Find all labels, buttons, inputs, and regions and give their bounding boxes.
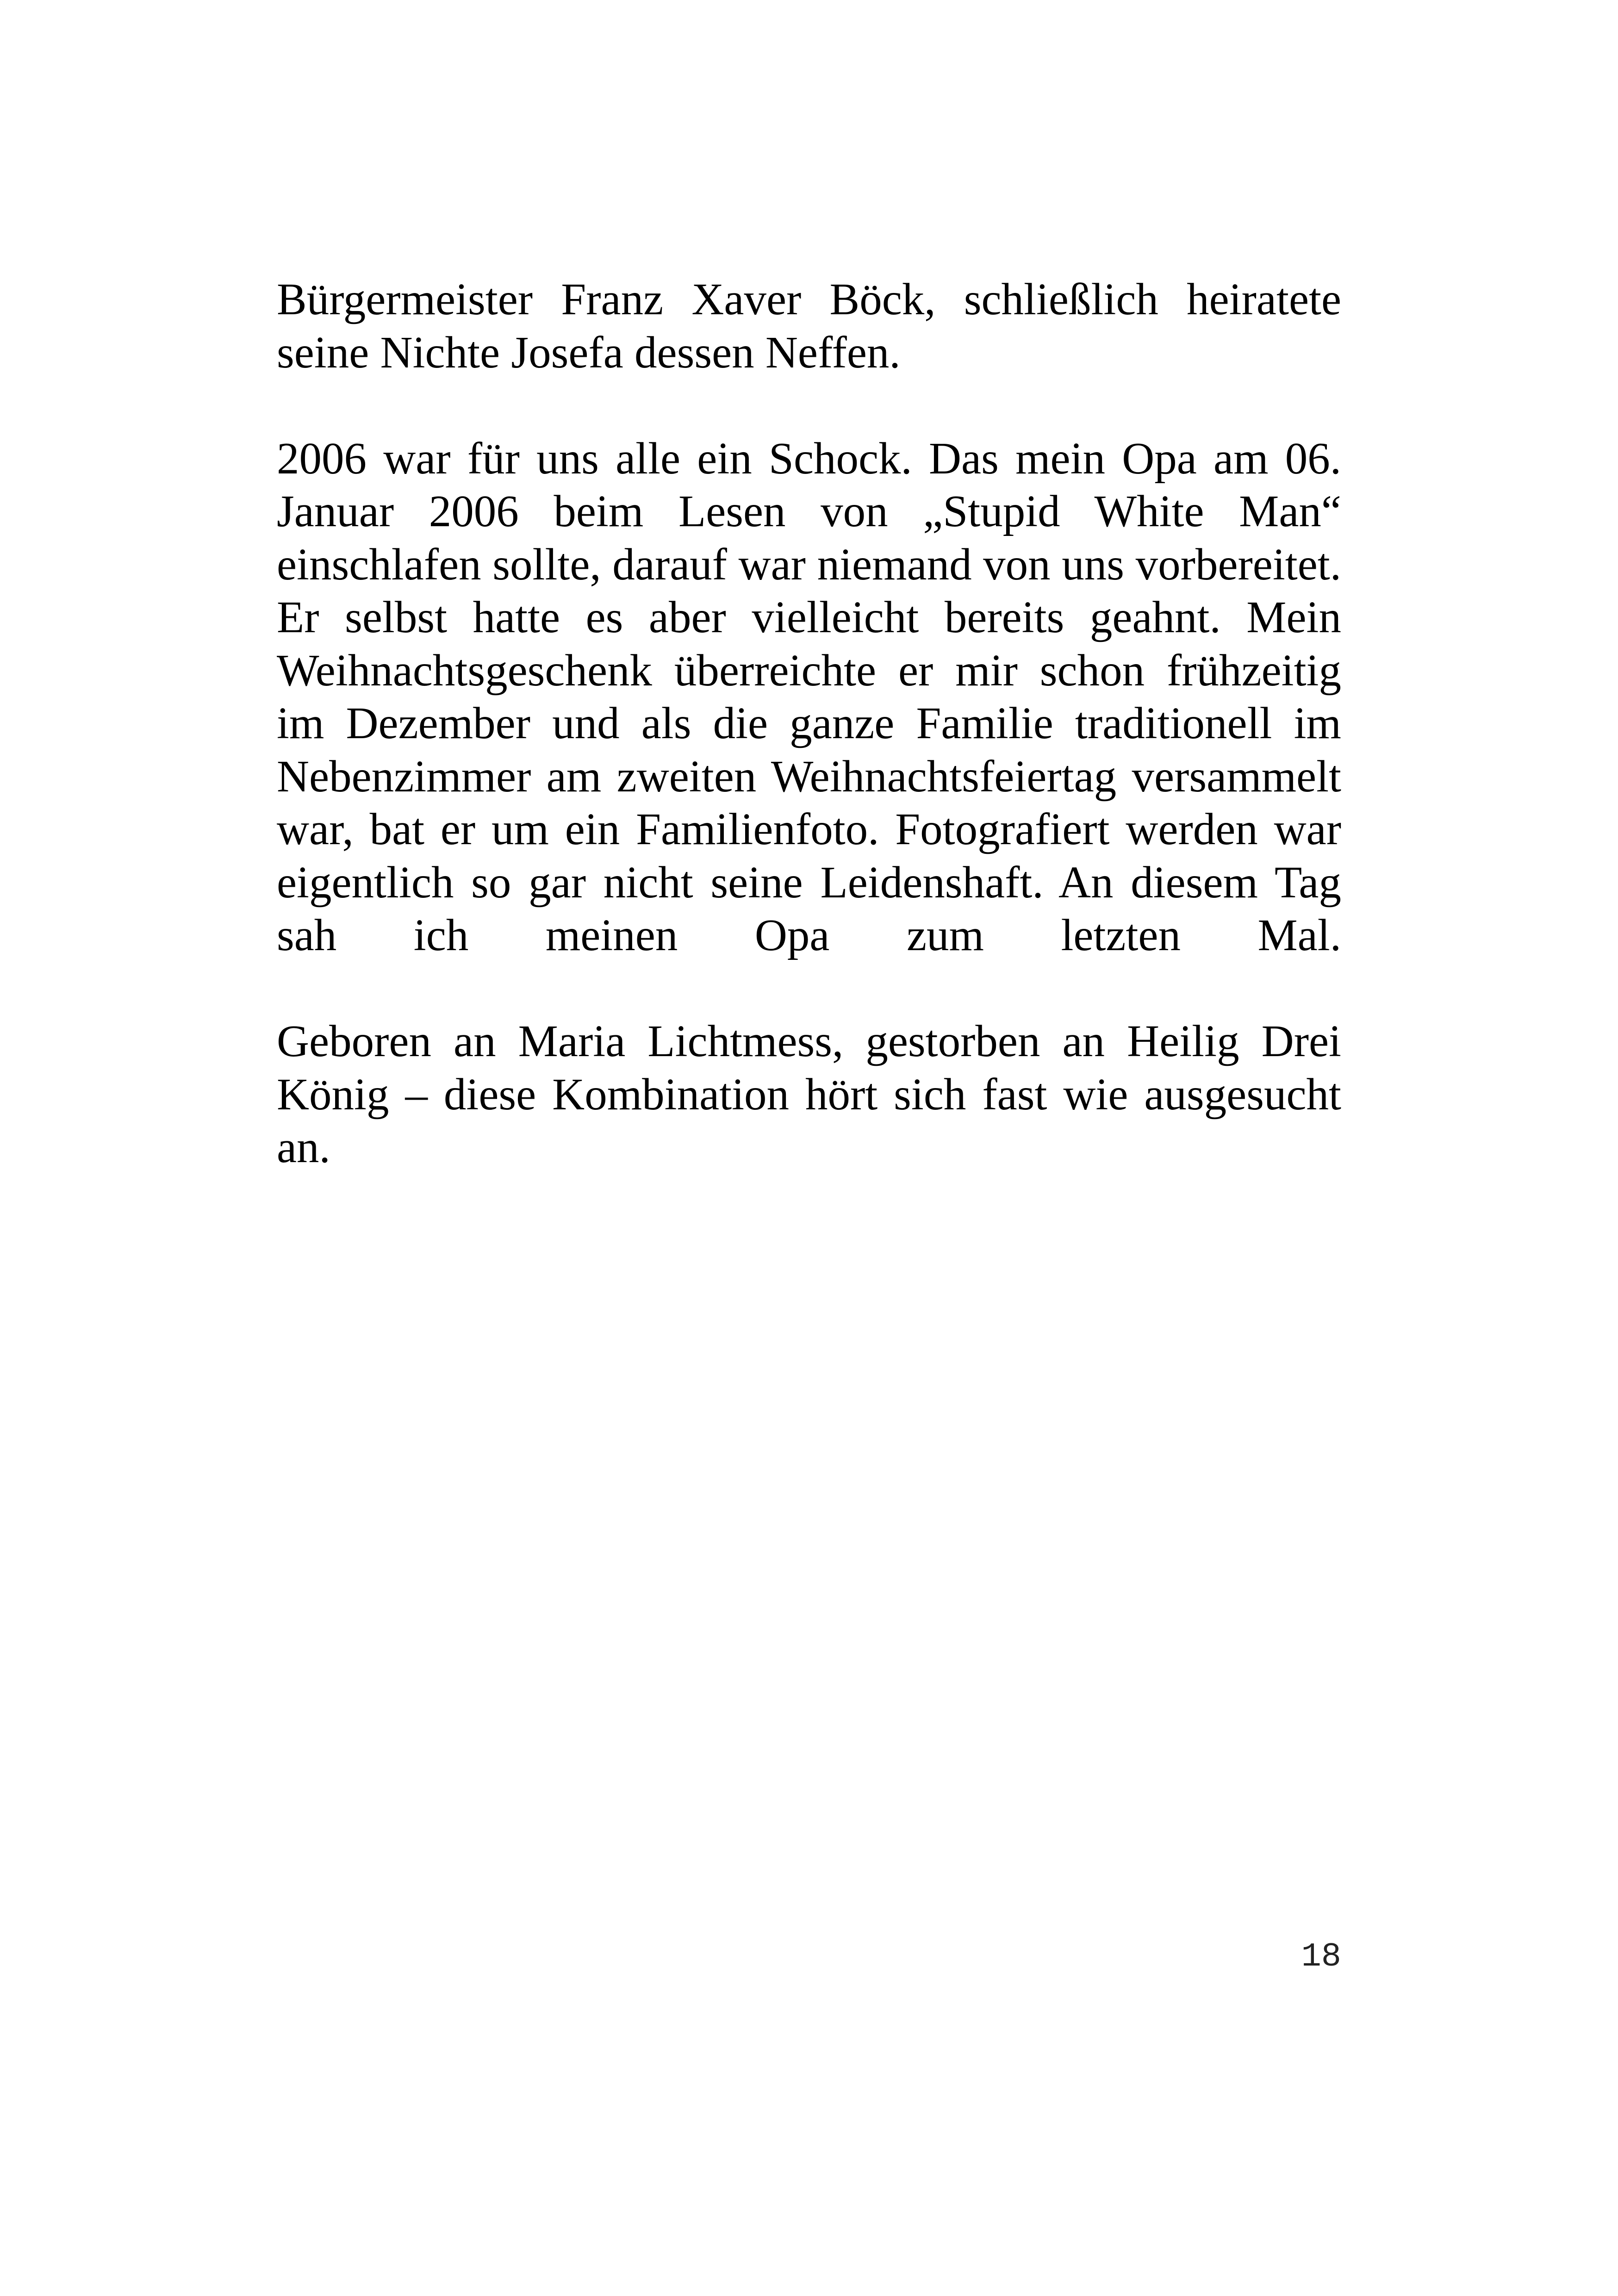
paragraph-3: Geboren an Maria Lichtmess, gestorben an Heilig Drei König – diese Kombination hört sich fast wie ausgesucht an. [277, 1016, 1341, 1172]
paragraph-1: Bürgermeister Franz Xaver Böck, schließlich heiratete seine Nichte Josefa dessen Neffen. [277, 274, 1341, 377]
paragraph-2: 2006 war für uns alle ein Schock. Das mein Opa am 06. Januar 2006 beim Lesen von „Stupid White Man“ einschlafen sollte, darauf war niemand von uns vorbereitet. Er selbst hatte es aber vielleicht bereits geahnt. Mein Weihnachtsgeschenk überreichte er mir schon frühzeitig im Dezember und als die ganze Familie traditionell im Nebenzimmer am zweiten Weihnachtsfeiertag versammelt war, bat er um ein Familienfoto. Fotografiert werden war eigentlich so gar nicht seine Leidenshaft. An diesem Tag sah ich meinen Opa zum letzten Mal. [277, 433, 1341, 960]
page-number: 18 [1301, 1938, 1341, 1976]
body-text [277, 273, 1341, 1174]
